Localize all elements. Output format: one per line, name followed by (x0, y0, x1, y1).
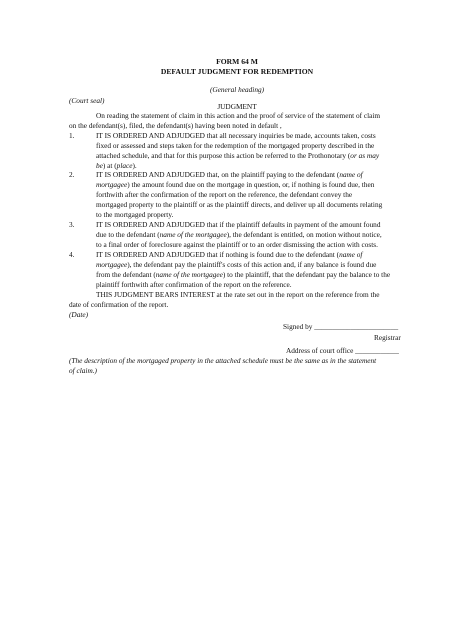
item-1-line-2: fixed or assessed and steps taken for the redemption of the mortgaged property described in the (96, 141, 375, 150)
general-heading: (General heading) (209, 85, 265, 94)
signed-by-line: Signed by _______________________ (283, 322, 399, 331)
court-office-address-line: Address of court office ____________ (286, 346, 399, 355)
footnote-line-1: (The description of the mortgaged property in the attached schedule must be the same as in the statement (69, 356, 377, 365)
item-2-line-5: to the mortgaged property. (96, 210, 174, 219)
item-4-line-1: IT IS ORDERED AND ADJUDGED that if nothing is found due to the defendant (name of (96, 250, 363, 259)
form-number: FORM 64 M (216, 57, 258, 66)
interest-line-1: THIS JUDGMENT BEARS INTEREST at the rate set out in the report on the reference from the (96, 290, 380, 299)
item-1-line-1: IT IS ORDERED AND ADJUDGED that all necessary inquiries be made, accounts taken, costs (96, 131, 376, 140)
court-seal: (Court seal) (69, 96, 105, 105)
item-4-line-3: from the defendant (name of the mortgagee) to the plaintiff, that the defendant pay the balance to the (96, 270, 391, 279)
item-4-line-4: plaintiff forthwith after confirmation of the report on the reference. (96, 280, 292, 289)
registrar-label: Registrar (374, 333, 401, 342)
date-label: (Date) (69, 310, 89, 319)
footnote-line-2: of claim.) (69, 366, 97, 375)
item-number-1: 1. (69, 131, 75, 140)
item-2-line-1: IT IS ORDERED AND ADJUDGED that, on the plaintiff paying to the defendant (name of (96, 170, 363, 179)
judgment-heading: JUDGMENT (217, 102, 257, 111)
item-1-line-4: be) at (place). (96, 161, 137, 170)
item-1-line-3: attached schedule, and that for this purpose this action be referred to the Prothonotary (or as may (96, 151, 380, 160)
interest-line-2: date of confirmation of the report. (69, 300, 169, 309)
item-2-line-2: mortgagee) the amount found due on the mortgage in question, or, if nothing is found due, then (96, 180, 375, 189)
item-2-line-3: forthwith after the confirmation of the report on the reference, the defendant convey the (96, 190, 353, 199)
intro-line-1: On reading the statement of claim in this action and the proof of service of the statement of claim (96, 111, 381, 120)
item-number-4: 4. (69, 250, 75, 259)
form-title: DEFAULT JUDGMENT FOR REDEMPTION (160, 67, 314, 76)
item-3-line-3: to a final order of foreclosure against the plaintiff or to an order dismissing the action with costs. (96, 240, 378, 249)
item-number-2: 2. (69, 170, 75, 179)
item-2-line-4: mortgaged property to the plaintiff or as the plaintiff directs, and deliver up all documents relating (96, 200, 383, 209)
intro-line-2: on the defendant(s), filed, the defendant(s) having been noted in default , (69, 121, 282, 130)
item-number-3: 3. (69, 220, 75, 229)
item-3-line-1: IT IS ORDERED AND ADJUDGED that if the plaintiff defaults in payment of the amount found (96, 220, 381, 229)
item-4-line-2: mortgagee), the defendant pay the plaintiff's costs of this action and, if any balance is found due (96, 260, 377, 269)
item-3-line-2: due to the defendant (name of the mortgagee), the defendant is entitled, on motion without notice, (96, 230, 382, 239)
